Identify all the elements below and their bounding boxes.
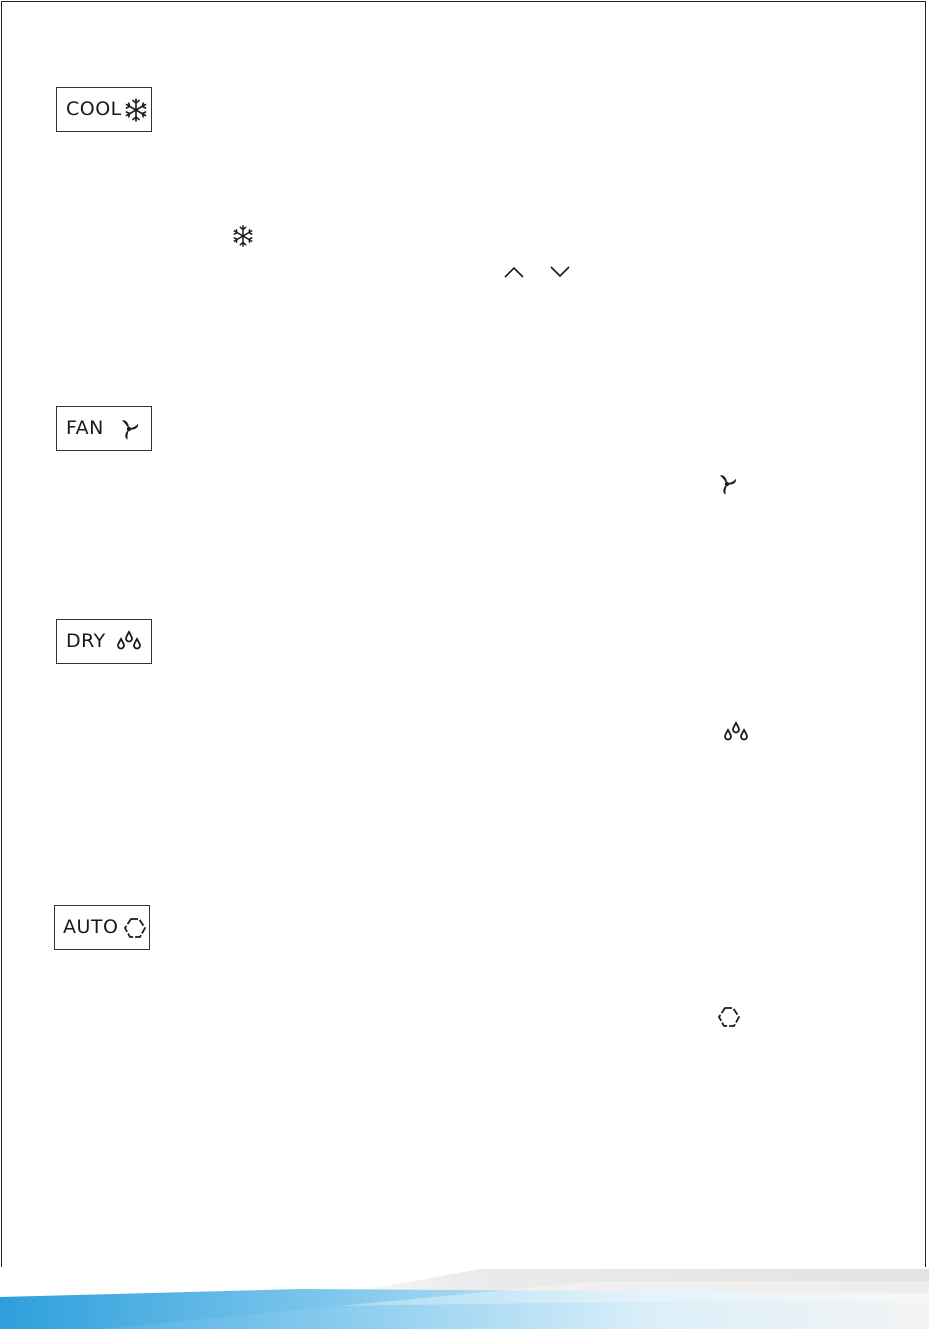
water-drops-icon: [723, 720, 749, 744]
up-arrow-icon: [503, 264, 525, 280]
down-arrow-icon: [549, 264, 571, 280]
dry-mode-box: [56, 619, 152, 664]
fan-icon: [714, 471, 740, 497]
cool-mode-label: COOL: [66, 98, 122, 120]
fan-icon: [116, 416, 142, 442]
fan-mode-box: [56, 406, 152, 451]
dry-mode-label: DRY: [66, 630, 106, 652]
page-frame: [1, 1, 926, 1327]
footer-decorative-band: [0, 1267, 929, 1329]
auto-cycle-icon: [716, 1004, 742, 1030]
fan-mode-label: FAN: [66, 417, 104, 439]
snowflake-icon: [231, 224, 255, 248]
snowflake-icon: [123, 97, 149, 123]
auto-cycle-icon: [122, 915, 148, 941]
auto-mode-label: AUTO: [63, 916, 119, 938]
cool-mode-box: [56, 87, 152, 132]
auto-mode-box: [54, 905, 150, 950]
water-drops-icon: [116, 629, 142, 655]
